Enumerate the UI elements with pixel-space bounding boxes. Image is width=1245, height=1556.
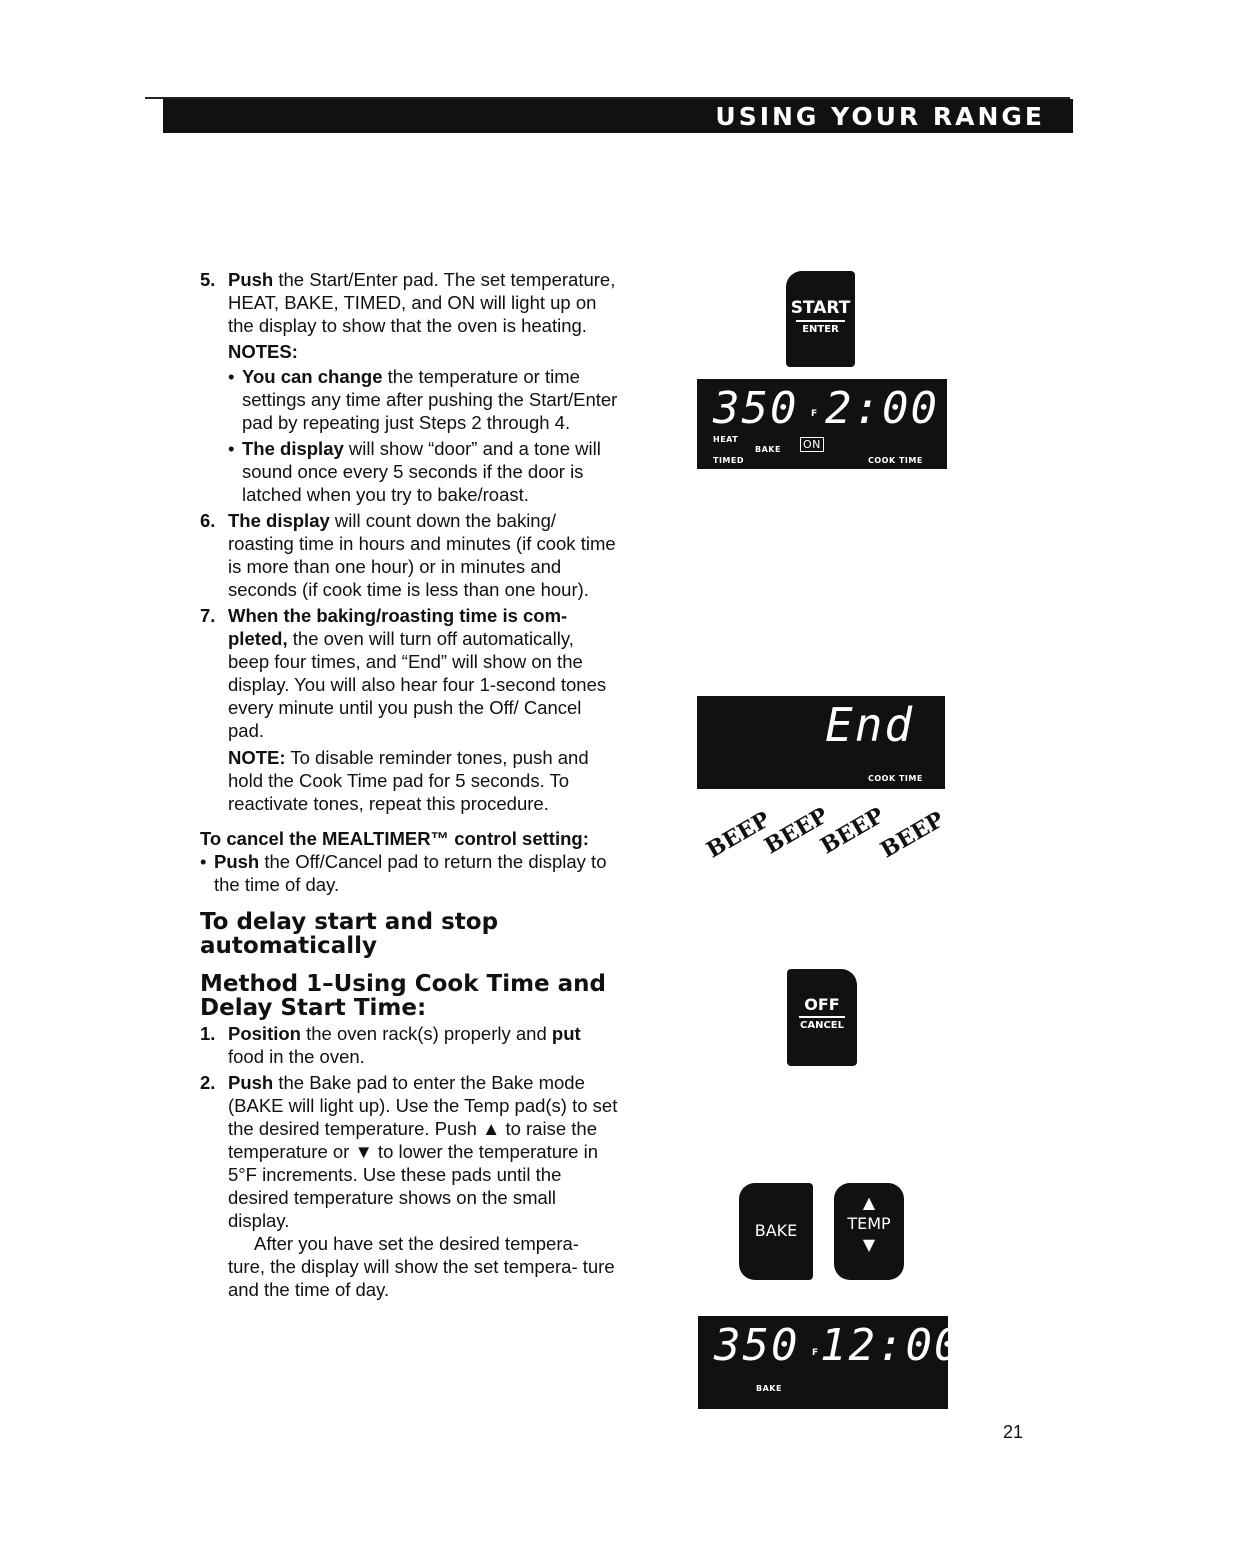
off-label: OFF — [804, 995, 840, 1014]
step-lead: Position — [228, 1023, 301, 1044]
cancel-text: the Off/Cancel pad to return the display to the time of day. — [214, 851, 607, 895]
note-text: To disable reminder tones, push and hold the Cook Time pad for 5 seconds. To reactivate tones, repeat this procedure. — [228, 747, 589, 814]
step-text: food in the oven. — [228, 1046, 365, 1067]
display-end-text: End — [825, 698, 915, 752]
note-lead: The display — [242, 438, 344, 459]
display-heat: HEAT — [713, 435, 739, 444]
note-lead: You can change — [242, 366, 383, 387]
cancel-lead: Push — [214, 851, 260, 872]
enter-label: ENTER — [796, 320, 845, 335]
temp-label: TEMP — [847, 1214, 891, 1233]
step-number: 6. — [200, 510, 216, 531]
start-label: START — [790, 298, 851, 318]
section-heading: To delay start and stop automatically — [200, 909, 499, 959]
note-lead: NOTE: — [228, 747, 286, 768]
step-6 — [200, 509, 620, 601]
beep-text: BEEP — [760, 802, 833, 860]
cancel-item — [200, 850, 620, 896]
display-bake: BAKE — [756, 1384, 782, 1393]
temp-pad[interactable] — [834, 1183, 904, 1280]
display-timed: TIMED — [713, 456, 744, 465]
step-7 — [200, 604, 620, 815]
step-text: the Bake pad to enter the Bake mode (BAKE will light up). Use the Temp pad(s) to set the desired temperature. Push ▲ to raise the temperature or ▼ to lower the temperature in 5°F increments. Use these pads until the desired temperature shows on the small display. — [228, 1072, 618, 1231]
display-unit: F — [811, 409, 818, 419]
off-cancel-pad[interactable] — [787, 969, 857, 1066]
display-unit: F — [812, 1348, 819, 1358]
section-header: USING YOUR RANGE — [163, 99, 1073, 133]
note-item — [228, 365, 620, 434]
step-text: will count down the baking/ roasting time in hours and minutes (if cook time is more than one hour) or in minutes and seconds (if cook time is less than one hour). — [228, 510, 616, 600]
step-1 — [200, 1022, 620, 1068]
method-heading: Method 1–Using Cook Time and Delay Start Time: — [200, 971, 607, 1021]
text-column — [200, 268, 620, 1304]
display-on: ON — [800, 437, 824, 452]
display-temp: 350 — [714, 1320, 800, 1371]
note-item — [228, 437, 620, 506]
oven-display-end — [697, 696, 945, 789]
step-lead: Push — [228, 1072, 274, 1093]
display-time: 2:00 — [825, 383, 939, 434]
step-number: 5. — [200, 269, 216, 290]
step-number: 2. — [200, 1072, 216, 1093]
note-text: the temperature or time settings any time after pushing the Start/Enter pad by repeating just Steps 2 through 4. — [242, 366, 618, 433]
cancel-heading: To cancel the MEALTIMER™ control setting: — [200, 828, 589, 849]
start-enter-pad[interactable] — [786, 271, 855, 367]
step-number: 7. — [200, 605, 216, 626]
step-text: the Start/Enter pad. The set temperature, HEAT, BAKE, TIMED, and ON will light up on the display to show that the oven is heating. — [228, 269, 616, 336]
display-bake: BAKE — [755, 445, 781, 454]
oven-display-bake — [698, 1316, 963, 1409]
beep-text: BEEP — [876, 806, 949, 864]
bake-label: BAKE — [754, 1221, 798, 1240]
page-number: 21 — [1003, 1422, 1024, 1442]
step-lead: The display — [228, 510, 330, 531]
step-text: the oven rack(s) properly and — [300, 1023, 552, 1044]
display-cook-time: COOK TIME — [868, 774, 923, 783]
step-text: the oven will turn off automatically, beep four times, and “End” will show on the display. You will also hear four 1-second tones every minute until you push the Off/ Cancel pad. — [228, 628, 607, 741]
step-lead: put — [551, 1023, 581, 1044]
step-7-note — [228, 746, 620, 815]
display-temp: 350 — [713, 383, 799, 434]
step-number: 1. — [200, 1023, 216, 1044]
cancel-label: CANCEL — [799, 1016, 845, 1031]
oven-display-heating — [697, 379, 947, 469]
notes-label: NOTES: — [228, 341, 298, 362]
temp-up-icon[interactable]: ▲ — [862, 1193, 876, 1212]
temp-down-icon[interactable]: ▼ — [862, 1235, 876, 1254]
step-lead: Push — [228, 269, 274, 290]
bake-pad[interactable] — [739, 1183, 813, 1280]
beep-text: BEEP — [816, 802, 889, 860]
display-time: 12:00 — [820, 1320, 963, 1371]
after-text: After you have set the desired tempera- ture, the display will show the set tempera- ture and the time of day. — [228, 1233, 615, 1300]
note-text: will show “door” and a tone will sound once every 5 seconds if the door is latched when you try to bake/roast. — [242, 438, 601, 505]
display-cook-time: COOK TIME — [868, 456, 923, 465]
beep-text: BEEP — [702, 806, 775, 864]
step-5 — [200, 268, 620, 506]
step-2 — [200, 1071, 620, 1301]
step-lead: When the baking/roasting time is com- pleted, — [228, 605, 568, 649]
